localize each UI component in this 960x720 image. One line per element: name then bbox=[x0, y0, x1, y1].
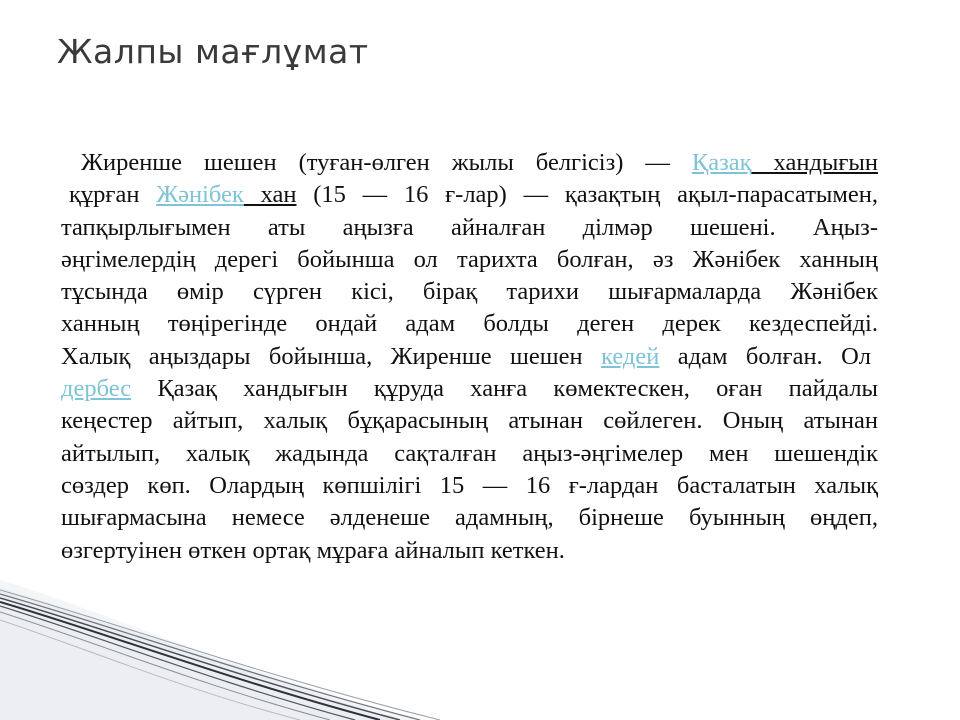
text-segment: Қазақ хандығын құруда ханға көмектескен, оған пайдалы bbox=[131, 375, 878, 403]
text-line: өзгертуінен өткен ортақ мұраға айналып кеткен. bbox=[61, 536, 565, 564]
underlined-text: хандығын bbox=[751, 149, 878, 176]
text-line: ханның төңірегінде ондай адам болды деген дерек кездеспейді. bbox=[61, 310, 878, 338]
text-line bbox=[61, 147, 878, 179]
text-line: тапқырлығымен аты аңызға айналған ділмәр шешені. Аңыз- bbox=[61, 213, 878, 241]
decorative-swoosh bbox=[0, 580, 960, 720]
link-janibek[interactable]: Жәнібек bbox=[156, 181, 244, 209]
text-line: сөздер көп. Олардың көпшілігі 15 — 16 ғ-лардан басталатын халық bbox=[61, 471, 878, 499]
underlined-text: хан bbox=[243, 181, 297, 209]
text-line: шығармасына немесе әлденеше адамның, бірнеше буынның өңдеп, bbox=[61, 504, 878, 532]
link-derbes[interactable]: дербес bbox=[61, 375, 132, 403]
text-line: әңгімелердің дерегі бойынша ол тарихта болған, әз Жәнібек ханның bbox=[61, 245, 878, 273]
link-kedey[interactable]: кедей bbox=[601, 342, 660, 370]
body-paragraph bbox=[61, 147, 878, 567]
text-segment: (15 — 16 ғ-лар) — қазақтың ақыл-парасатымен, bbox=[296, 181, 878, 209]
text-segment: Халық аңыздары бойынша, Жиренше шешен bbox=[61, 342, 602, 370]
text-line: тұсында өмір сүрген кісі, бірақ тарихи шығармаларда Жәнібек bbox=[61, 278, 878, 306]
slide-title: Жалпы мағлұмат bbox=[57, 32, 369, 71]
text-line bbox=[61, 179, 878, 211]
text-segment: құрған bbox=[69, 181, 157, 209]
text-line: айтылып, халық жадында сақталған аңыз-әңгімелер мен шешендік bbox=[61, 439, 878, 467]
text-line bbox=[61, 373, 878, 405]
text-segment: адам болған. Ол bbox=[659, 342, 872, 370]
text-segment: Жиренше шешен (туған-өлген жылы белгісіз) — bbox=[81, 149, 692, 176]
link-kazakh[interactable]: Қазақ bbox=[691, 149, 752, 176]
text-line: кеңестер айтып, халық бұқарасының атынан сөйлеген. Оның атынан bbox=[61, 407, 878, 435]
text-line bbox=[61, 341, 871, 373]
